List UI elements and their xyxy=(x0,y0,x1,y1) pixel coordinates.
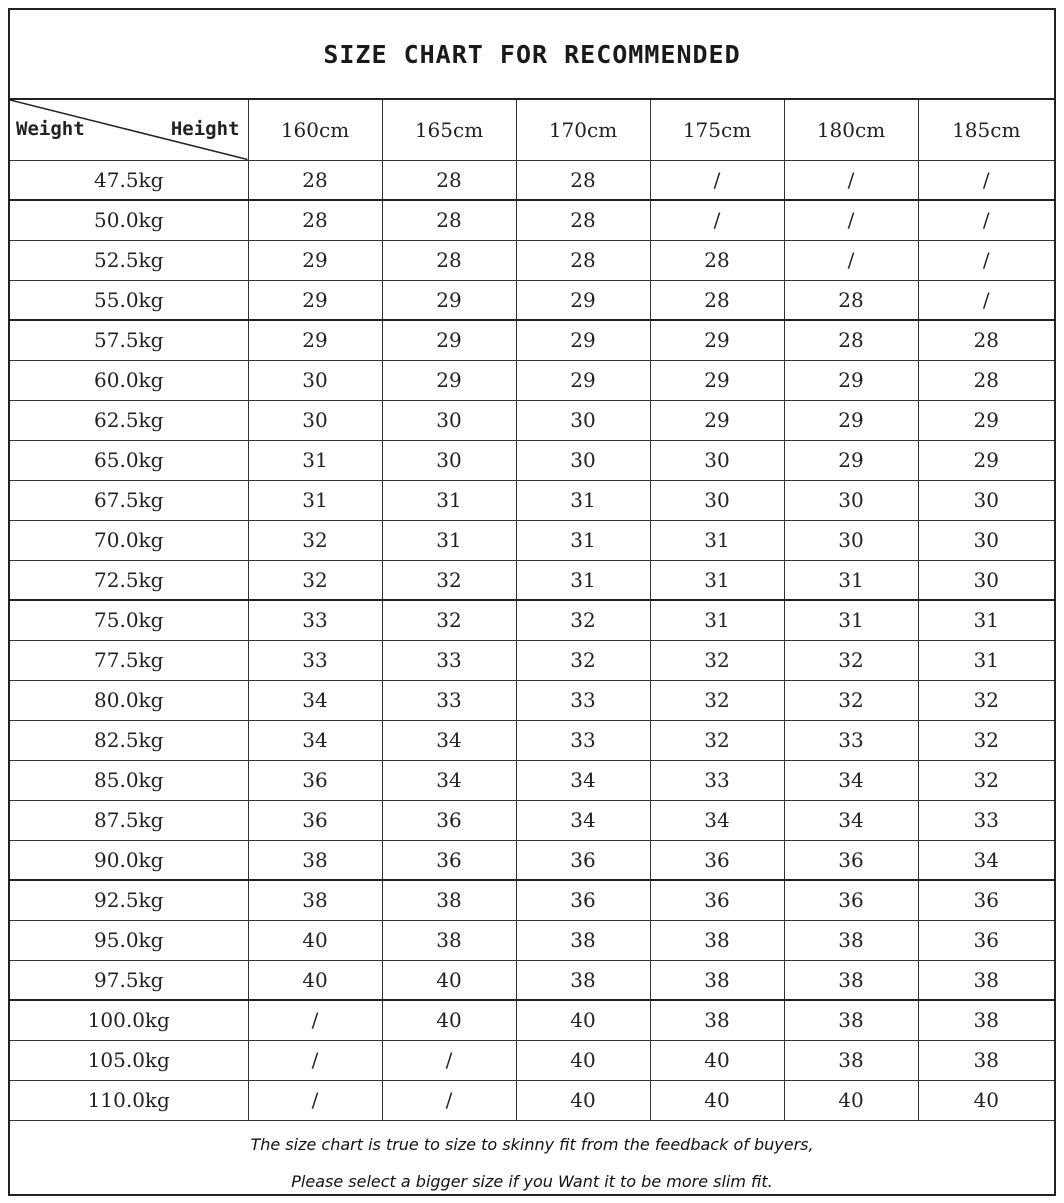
weight-cell: 85.0kg xyxy=(10,760,248,800)
size-cell: 31 xyxy=(382,520,516,560)
size-cell: 31 xyxy=(650,560,784,600)
size-cell: 28 xyxy=(784,320,918,360)
size-cell: / xyxy=(382,1040,516,1080)
size-cell: 32 xyxy=(516,640,650,680)
size-cell: 33 xyxy=(918,800,1054,840)
size-cell: 30 xyxy=(382,440,516,480)
size-cell: 31 xyxy=(784,560,918,600)
size-cell: 36 xyxy=(248,760,382,800)
table-row xyxy=(10,600,1054,640)
size-cell: / xyxy=(784,200,918,240)
size-cell: 32 xyxy=(650,680,784,720)
height-axis-label: Height xyxy=(170,118,240,140)
size-cell: 38 xyxy=(784,1000,918,1040)
weight-cell: 67.5kg xyxy=(10,480,248,520)
size-cell: 38 xyxy=(382,880,516,920)
size-cell: 30 xyxy=(248,360,382,400)
size-cell: 40 xyxy=(516,1080,650,1120)
size-cell: 32 xyxy=(650,720,784,760)
size-cell: 29 xyxy=(784,400,918,440)
size-cell: 38 xyxy=(784,920,918,960)
weight-axis-label: Weight xyxy=(16,118,85,140)
size-cell: 30 xyxy=(918,520,1054,560)
table-body xyxy=(10,160,1054,1120)
size-cell: 36 xyxy=(784,880,918,920)
size-cell: 30 xyxy=(784,480,918,520)
table-row xyxy=(10,880,1054,920)
size-cell: 40 xyxy=(382,1000,516,1040)
size-cell: 38 xyxy=(516,920,650,960)
height-header-6: 185cm xyxy=(918,100,1054,160)
size-cell: 31 xyxy=(248,480,382,520)
size-cell: 28 xyxy=(516,240,650,280)
table-row xyxy=(10,920,1054,960)
table-row xyxy=(10,680,1054,720)
size-cell: 31 xyxy=(516,520,650,560)
size-cell: 30 xyxy=(650,440,784,480)
size-cell: 32 xyxy=(382,600,516,640)
table-row xyxy=(10,360,1054,400)
height-header-1: 160cm xyxy=(248,100,382,160)
size-cell: 31 xyxy=(650,600,784,640)
table-row xyxy=(10,800,1054,840)
size-cell: 30 xyxy=(650,480,784,520)
size-cell: 31 xyxy=(516,560,650,600)
size-cell: 36 xyxy=(382,840,516,880)
table-row xyxy=(10,1000,1054,1040)
size-cell: 36 xyxy=(516,880,650,920)
weight-cell: 80.0kg xyxy=(10,680,248,720)
size-cell: 29 xyxy=(650,360,784,400)
size-cell: 38 xyxy=(650,1000,784,1040)
corner-header-cell xyxy=(10,100,248,160)
size-cell: 32 xyxy=(784,680,918,720)
size-cell: 28 xyxy=(918,320,1054,360)
size-cell: 29 xyxy=(516,320,650,360)
size-cell: / xyxy=(918,160,1054,200)
size-cell: 31 xyxy=(784,600,918,640)
table-row xyxy=(10,400,1054,440)
weight-cell: 72.5kg xyxy=(10,560,248,600)
size-cell: 30 xyxy=(918,560,1054,600)
size-cell: 30 xyxy=(516,440,650,480)
size-cell: / xyxy=(382,1080,516,1120)
size-cell: 29 xyxy=(382,320,516,360)
table-row xyxy=(10,640,1054,680)
size-cell: 28 xyxy=(248,200,382,240)
table-row xyxy=(10,1080,1054,1120)
size-cell: 40 xyxy=(248,960,382,1000)
size-cell: 29 xyxy=(248,320,382,360)
size-cell: 36 xyxy=(918,920,1054,960)
size-cell: 38 xyxy=(516,960,650,1000)
size-cell: 29 xyxy=(784,360,918,400)
size-cell: 29 xyxy=(784,440,918,480)
size-cell: 32 xyxy=(918,680,1054,720)
table-row xyxy=(10,440,1054,480)
size-cell: 38 xyxy=(918,1000,1054,1040)
size-cell: 33 xyxy=(516,680,650,720)
size-cell: 38 xyxy=(784,1040,918,1080)
table-row xyxy=(10,480,1054,520)
weight-cell: 87.5kg xyxy=(10,800,248,840)
footer-note-line-2: Please select a bigger size if you Want it to be more slim fit. xyxy=(291,1172,773,1191)
size-cell: 36 xyxy=(918,880,1054,920)
size-cell: 29 xyxy=(382,360,516,400)
size-cell: 40 xyxy=(382,960,516,1000)
height-header-5: 180cm xyxy=(784,100,918,160)
size-cell: 38 xyxy=(918,1040,1054,1080)
table-row xyxy=(10,1040,1054,1080)
weight-cell: 95.0kg xyxy=(10,920,248,960)
size-cell: 32 xyxy=(650,640,784,680)
weight-cell: 82.5kg xyxy=(10,720,248,760)
size-cell: 31 xyxy=(248,440,382,480)
size-cell: 34 xyxy=(248,720,382,760)
size-cell: 38 xyxy=(784,960,918,1000)
weight-cell: 65.0kg xyxy=(10,440,248,480)
size-cell: 38 xyxy=(248,840,382,880)
size-cell: 29 xyxy=(382,280,516,320)
size-cell: 30 xyxy=(516,400,650,440)
size-chart-frame xyxy=(8,8,1056,1196)
size-cell: 28 xyxy=(650,240,784,280)
size-cell: 29 xyxy=(516,360,650,400)
table-row xyxy=(10,240,1054,280)
size-cell: 33 xyxy=(516,720,650,760)
chart-title: SIZE CHART FOR RECOMMENDED xyxy=(10,10,1054,100)
size-cell: 40 xyxy=(248,920,382,960)
weight-cell: 62.5kg xyxy=(10,400,248,440)
size-cell: / xyxy=(248,1080,382,1120)
size-cell: 31 xyxy=(918,640,1054,680)
size-cell: 30 xyxy=(784,520,918,560)
size-cell: 33 xyxy=(382,680,516,720)
table-row xyxy=(10,960,1054,1000)
size-cell: 38 xyxy=(382,920,516,960)
size-cell: 29 xyxy=(918,400,1054,440)
size-cell: 36 xyxy=(650,880,784,920)
size-cell: 30 xyxy=(248,400,382,440)
weight-cell: 77.5kg xyxy=(10,640,248,680)
table-row xyxy=(10,840,1054,880)
size-cell: 34 xyxy=(784,760,918,800)
weight-cell: 60.0kg xyxy=(10,360,248,400)
size-cell: 31 xyxy=(650,520,784,560)
size-cell: 36 xyxy=(650,840,784,880)
weight-cell: 75.0kg xyxy=(10,600,248,640)
weight-cell: 92.5kg xyxy=(10,880,248,920)
footer-note xyxy=(10,1120,1054,1194)
size-cell: 34 xyxy=(650,800,784,840)
size-cell: 34 xyxy=(382,760,516,800)
size-cell: 34 xyxy=(248,680,382,720)
size-cell: 34 xyxy=(516,760,650,800)
size-cell: / xyxy=(918,280,1054,320)
size-cell: 32 xyxy=(248,520,382,560)
size-cell: 33 xyxy=(382,640,516,680)
size-cell: 30 xyxy=(382,400,516,440)
size-cell: 31 xyxy=(516,480,650,520)
size-cell: 38 xyxy=(650,920,784,960)
size-cell: 33 xyxy=(784,720,918,760)
size-cell: 28 xyxy=(784,280,918,320)
size-cell: 36 xyxy=(248,800,382,840)
size-cell: 29 xyxy=(918,440,1054,480)
size-cell: 40 xyxy=(650,1080,784,1120)
table-row xyxy=(10,160,1054,200)
table-row xyxy=(10,200,1054,240)
table-row xyxy=(10,320,1054,360)
weight-cell: 110.0kg xyxy=(10,1080,248,1120)
size-cell: 28 xyxy=(516,160,650,200)
size-cell: 40 xyxy=(516,1040,650,1080)
size-cell: 28 xyxy=(248,160,382,200)
table-row xyxy=(10,560,1054,600)
size-cell: 36 xyxy=(784,840,918,880)
size-cell: 31 xyxy=(918,600,1054,640)
size-cell: 34 xyxy=(918,840,1054,880)
size-cell: 28 xyxy=(516,200,650,240)
size-table xyxy=(10,100,1054,1121)
size-cell: / xyxy=(248,1040,382,1080)
size-cell: 32 xyxy=(918,760,1054,800)
size-cell: 28 xyxy=(650,280,784,320)
size-cell: 32 xyxy=(248,560,382,600)
size-cell: / xyxy=(650,160,784,200)
size-cell: 28 xyxy=(382,240,516,280)
size-cell: 40 xyxy=(516,1000,650,1040)
size-cell: 38 xyxy=(650,960,784,1000)
size-cell: 29 xyxy=(248,240,382,280)
size-cell: 29 xyxy=(516,280,650,320)
weight-cell: 90.0kg xyxy=(10,840,248,880)
table-row xyxy=(10,520,1054,560)
size-cell: / xyxy=(248,1000,382,1040)
size-cell: 33 xyxy=(248,600,382,640)
size-cell: / xyxy=(918,240,1054,280)
weight-cell: 52.5kg xyxy=(10,240,248,280)
size-cell: 40 xyxy=(650,1040,784,1080)
weight-cell: 47.5kg xyxy=(10,160,248,200)
size-cell: 28 xyxy=(382,200,516,240)
size-cell: 38 xyxy=(918,960,1054,1000)
size-cell: 29 xyxy=(248,280,382,320)
table-row xyxy=(10,720,1054,760)
header-row xyxy=(10,100,1054,160)
table-row xyxy=(10,280,1054,320)
size-cell: / xyxy=(918,200,1054,240)
size-cell: 33 xyxy=(650,760,784,800)
size-cell: 30 xyxy=(918,480,1054,520)
weight-cell: 50.0kg xyxy=(10,200,248,240)
size-cell: 33 xyxy=(248,640,382,680)
height-header-3: 170cm xyxy=(516,100,650,160)
weight-cell: 57.5kg xyxy=(10,320,248,360)
weight-cell: 105.0kg xyxy=(10,1040,248,1080)
size-cell: 32 xyxy=(382,560,516,600)
size-cell: / xyxy=(784,240,918,280)
size-cell: 38 xyxy=(248,880,382,920)
size-cell: 40 xyxy=(918,1080,1054,1120)
height-header-2: 165cm xyxy=(382,100,516,160)
table-row xyxy=(10,760,1054,800)
size-cell: 29 xyxy=(650,320,784,360)
size-cell: 36 xyxy=(382,800,516,840)
size-cell: / xyxy=(784,160,918,200)
size-cell: 28 xyxy=(382,160,516,200)
size-cell: 28 xyxy=(918,360,1054,400)
size-cell: 32 xyxy=(516,600,650,640)
size-cell: 32 xyxy=(784,640,918,680)
size-cell: 40 xyxy=(784,1080,918,1120)
size-cell: / xyxy=(650,200,784,240)
weight-cell: 97.5kg xyxy=(10,960,248,1000)
size-cell: 34 xyxy=(382,720,516,760)
weight-cell: 100.0kg xyxy=(10,1000,248,1040)
weight-cell: 55.0kg xyxy=(10,280,248,320)
size-cell: 29 xyxy=(650,400,784,440)
size-cell: 34 xyxy=(784,800,918,840)
size-cell: 31 xyxy=(382,480,516,520)
size-cell: 32 xyxy=(918,720,1054,760)
size-cell: 36 xyxy=(516,840,650,880)
height-header-4: 175cm xyxy=(650,100,784,160)
weight-cell: 70.0kg xyxy=(10,520,248,560)
footer-note-line-1: The size chart is true to size to skinny fit from the feedback of buyers, xyxy=(250,1135,814,1154)
size-cell: 34 xyxy=(516,800,650,840)
